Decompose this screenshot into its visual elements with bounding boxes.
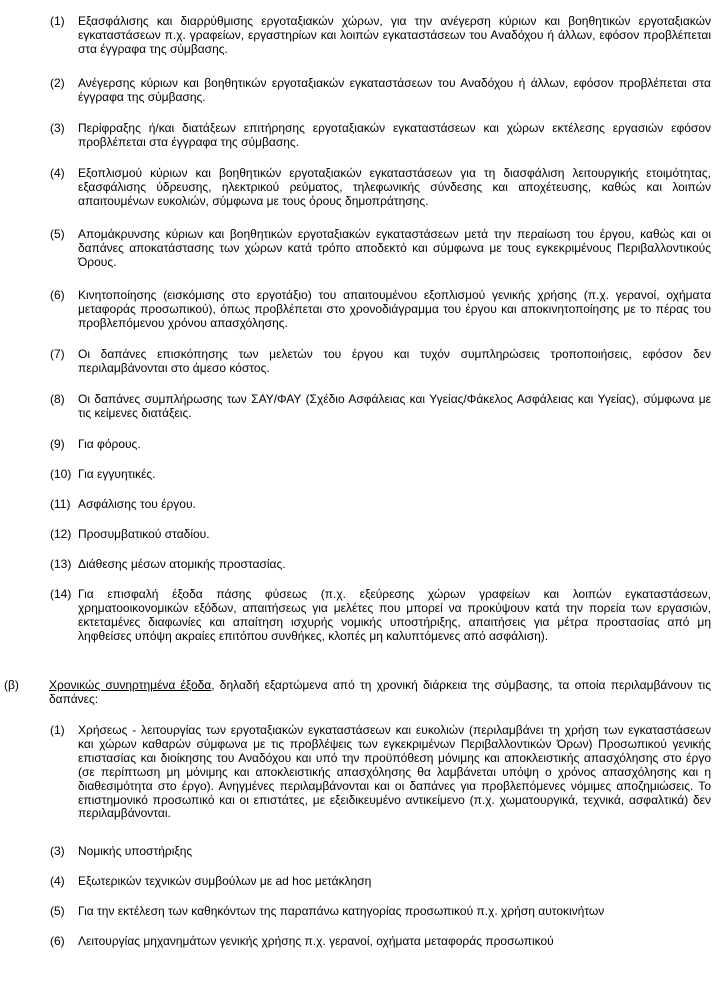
item-text: Οι δαπάνες επισκόπησης των μελετών του έργου και τυχόν συμπληρώσεις τροποποιήσεις, εφόσον δεν περιλαμβάνονται στο άμεσο κόστος. [78,347,711,375]
item-text: Για φόρους. [78,437,141,451]
item-text: Για την εκτέλεση των καθηκόντων της παραπάνω κατηγορίας προσωπικού π.χ. χρήση αυτοκινήτων [78,904,605,918]
item-number: (11) [50,497,71,511]
item-number: (7) [50,347,65,361]
item-text: Εξοπλισμού κύριων και βοηθητικών εργοταξιακών εγκαταστάσεων για τη διασφάλιση λειτουργικής ετοιμότητας, εξασφάλισης ύδρευσης, ηλεκτρικού ρεύματος, τηλεφωνικής σύνδεσης και αποχέτευσης, καθώς και λοιπών απαιτουμένων ευκολιών, σύμφωνα με τους όρους δημοπράτησης. [78,166,711,208]
item-text: Προσυμβατικού σταδίου. [78,527,210,541]
item-text: Για επισφαλή έξοδα πάσης φύσεως (π.χ. εξεύρεσης χώρων γραφείων και λοιπών εγκαταστάσεων, χρηματοοικονομικών εξόδων, απαιτήσεως για μελέτες που μπορεί να προκύψουν κατά την πορεία των εργασιών, εκτεταμένες διαφωνίες και απαίτηση ισχυρής νομικής υποστήριξης, απαιτήσεις για μέτρα προστασίας από μη ληφθείσες υπόψη ακραίες επιτόπου συνθήκες, κλοπές μη καλυπτόμενες από ασφάλιση). [78,587,711,643]
item-number: (4) [50,874,65,888]
item-number: (9) [50,437,65,451]
item-number: (3) [50,844,65,858]
item-number: (1) [50,14,65,28]
item-number: (5) [50,227,65,241]
item-text: Διάθεσης μέσων ατομικής προστασίας. [78,557,286,571]
item-number: (12) [50,527,72,541]
section-title: Χρονικώς συνηρτημένα έξοδα [49,678,212,692]
section-number: (β) [4,678,19,692]
item-number: (4) [50,166,65,180]
item-text: Λειτουργίας μηχανημάτων γενικής χρήσης π.χ. γερανοί, οχήματα μεταφοράς προσωπικού [78,934,554,948]
item-number: (6) [50,934,65,948]
item-text: Εξασφάλισης και διαρρύθμισης εργοταξιακών χώρων, για την ανέγερση κύριων και βοηθητικών εργοταξιακών εγκαταστάσεων π.χ. γραφείων, εργαστηρίων και λοιπών εγκαταστάσεων του Αναδόχου ή άλλων, εφόσον προβλέπεται στα έγγραφα της σύμβασης. [78,14,711,56]
section-text [49,679,711,707]
item-number: (1) [50,723,65,737]
item-text: Για εγγυητικές. [78,467,156,481]
item-number: (6) [50,288,65,302]
item-number: (8) [50,392,65,406]
item-number: (2) [50,76,65,90]
item-text: Χρήσεως - λειτουργίας των εργοταξιακών εγκαταστάσεων και ευκολιών (περιλαμβάνει τη χρήση των εγκαταστάσεων και χώρων καθαρών σύμφωνα με τις προβλέψεις των εγκεκριμένων Περιβαλλοντικών Όρων) Προσωπικού γενικής επιστασίας και διοίκησης του Αναδόχου και υπό την προϋπόθεση μόνιμης και αποκλειστικής απασχόλησης στο έργο (σε περίπτωση μη μόνιμης και αποκλειστικής απασχόλησης θα λαμβάνεται υπόψη ο χρόνος απασχόλησης και η διαθεσιμότητα στο έργο). Ανηγμένες περιλαμβάνονται και οι δαπάνες για προβλεπόμενες νόμιμες αποζημιώσεις. Το επιστημονικό προσωπικό και οι επιστάτες, με εξειδικευμένο αντικείμενο (π.χ. χωματουργικά, τεχνικά, ασφαλτικά) δεν περιλαμβάνονται. [78,723,711,821]
item-text: Ανέγερσης κύριων και βοηθητικών εργοταξιακών εγκαταστάσεων του Αναδόχου ή άλλων, εφόσον προβλέπεται στα έγγραφα της σύμβασης. [78,76,711,104]
item-text: Οι δαπάνες συμπλήρωσης των ΣΑΥ/ΦΑΥ (Σχέδιο Ασφάλειας και Υγείας/Φάκελος Ασφάλειας και Υγείας), σύμφωνα με τις κείμενες διατάξεις. [78,392,711,420]
item-number: (3) [50,121,65,135]
item-number: (10) [50,467,72,481]
item-number: (5) [50,904,65,918]
item-text: Ασφάλισης του έργου. [78,497,196,511]
item-text: Περίφραξης ή/και διατάξεων επιτήρησης εργοταξιακών εγκαταστάσεων και χώρων εκτέλεσης εργασιών εφόσον προβλέπεται στα έγγραφα της σύμβασης. [78,121,711,149]
item-number: (14) [50,587,72,601]
item-text: Νομικής υποστήριξης [78,844,193,858]
item-text: Απομάκρυνσης κύριων και βοηθητικών εργοταξιακών εγκαταστάσεων μετά την περαίωση του έργου, καθώς και οι δαπάνες αποκατάστασης των χώρων κατά τρόπο αποδεκτό και σύμφωνα με τους εγκεκριμένους Περιβαλλοντικούς Όρους. [78,227,711,269]
section-body: , δηλαδή εξαρτώμενα από τη χρονική διάρκεια της σύμβασης, τα οποία περιλαμβάνουν τις δαπάνες: [49,678,711,706]
item-text: Εξωτερικών τεχνικών συμβούλων με ad hoc μετάκληση [78,874,372,888]
item-text: Κινητοποίησης (εισκόμισης στο εργοτάξιο) του απαιτουμένου εξοπλισμού γενικής χρήσης (π.χ. γερανοί, οχήματα μεταφοράς προσωπικού), όπως προβλέπεται στο χρονοδιάγραμμα του έργου και αποκινητοποίησης με το πέρας του προβλεπόμενου χρόνου απασχόλησης. [78,288,711,330]
item-number: (13) [50,557,72,571]
